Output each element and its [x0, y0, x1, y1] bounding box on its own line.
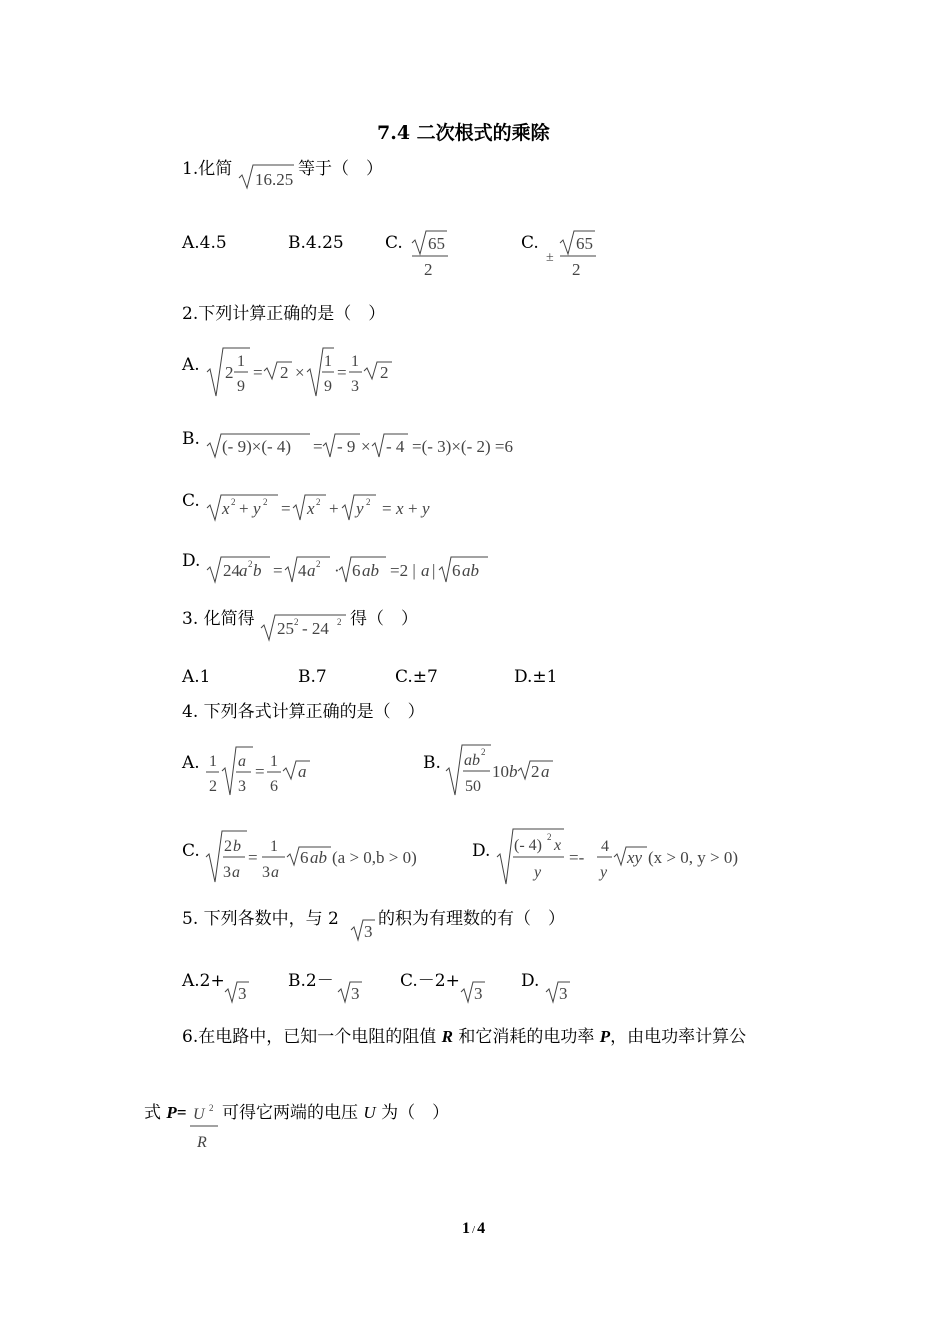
- svg-text:3: 3: [238, 984, 247, 1003]
- svg-text:1: 1: [270, 838, 278, 855]
- svg-text:2: 2: [316, 559, 321, 569]
- svg-text:2: 2: [263, 497, 268, 507]
- q2-option-a-expr: [206, 345, 406, 401]
- q4-prompt: 4. 下列各式计算正确的是（ ）: [182, 702, 425, 722]
- q3-prompt: 3. 化简得: [182, 609, 255, 629]
- q6-line-1: 6.在电路中，已知一个电阻的阻值 R 和它消耗的电功率 P，由电功率计算公: [182, 1027, 747, 1047]
- q5-option-d: D.: [521, 971, 540, 991]
- svg-text:9: 9: [237, 378, 245, 395]
- svg-text:2: 2: [209, 1103, 214, 1113]
- q6-line-2-prefix: 式 P=: [144, 1103, 187, 1123]
- svg-text:6: 6: [452, 561, 461, 580]
- q3-option-c: C.±7: [395, 667, 438, 687]
- page-title: 7.4 二次根式的乘除: [377, 122, 550, 144]
- q3-option-b: B.7: [298, 667, 327, 687]
- svg-text:+: +: [239, 499, 249, 518]
- q2-option-b-expr: [206, 432, 546, 464]
- svg-text:a: a: [238, 753, 246, 770]
- svg-text:2: 2: [225, 363, 234, 382]
- svg-text:=: =: [248, 848, 258, 867]
- svg-text:- 24: - 24: [302, 619, 329, 638]
- svg-text:4: 4: [601, 838, 609, 855]
- svg-text:65: 65: [576, 234, 593, 253]
- svg-text:1: 1: [351, 353, 359, 370]
- q3-sqrt: [260, 613, 360, 643]
- page-total: 4: [477, 1220, 486, 1237]
- q3-option-a: A.1: [182, 667, 211, 687]
- svg-text:b: b: [253, 561, 262, 580]
- q4-option-d-label: D.: [472, 841, 491, 861]
- q1-option-a: A.4.5: [182, 233, 227, 253]
- svg-text:b: b: [509, 762, 518, 781]
- svg-text:x: x: [307, 499, 315, 518]
- svg-text:2: 2: [366, 497, 371, 507]
- svg-text:2: 2: [316, 497, 321, 507]
- q1-option-c: C.: [385, 233, 403, 253]
- q2-option-b-label: B.: [182, 429, 200, 449]
- svg-text:ab: ab: [464, 752, 480, 769]
- q4-option-c-expr: [205, 828, 445, 888]
- svg-text:2: 2: [481, 747, 486, 757]
- q6-line-2-suffix: 可得它两端的电压 U 为（ ）: [222, 1103, 450, 1123]
- q2-option-d-label: D.: [182, 551, 201, 571]
- svg-text:a: a: [271, 864, 279, 881]
- svg-text:×: ×: [361, 437, 371, 456]
- svg-text:1: 1: [209, 753, 217, 770]
- svg-text:2: 2: [424, 260, 433, 279]
- q1-suffix: 等于（ ）: [298, 159, 383, 179]
- q2-option-c-expr: [206, 493, 456, 525]
- svg-text:×: ×: [295, 363, 305, 382]
- svg-text:=: =: [281, 499, 291, 518]
- svg-text:2: 2: [547, 832, 552, 842]
- svg-text:6: 6: [270, 778, 278, 795]
- svg-text:y: y: [600, 864, 608, 881]
- svg-text:3: 3: [351, 378, 359, 395]
- svg-text:(- 4): (- 4): [514, 837, 542, 854]
- svg-text:+: +: [329, 499, 339, 518]
- svg-text:b: b: [233, 838, 241, 855]
- q4-option-c-label: C.: [182, 841, 200, 861]
- svg-text:- 9: - 9: [337, 437, 356, 456]
- svg-text:4: 4: [298, 561, 307, 580]
- svg-text:6: 6: [300, 848, 309, 867]
- svg-text:3: 3: [364, 922, 373, 941]
- svg-text:y: y: [253, 499, 261, 518]
- page-current: 1: [462, 1220, 470, 1237]
- svg-text:3: 3: [262, 864, 270, 881]
- q3-option-d: D.±1: [514, 667, 558, 687]
- svg-text:(- 9)×(- 4): (- 9)×(- 4): [222, 437, 292, 456]
- q4-option-a-expr: [205, 744, 325, 800]
- svg-text:=: =: [313, 437, 323, 456]
- svg-text:(a > 0,b > 0): (a > 0,b > 0): [332, 848, 417, 867]
- q1-option-d: C.: [521, 233, 539, 253]
- svg-text:U: U: [193, 1106, 205, 1123]
- svg-text:3: 3: [351, 984, 360, 1003]
- svg-text:=: =: [382, 499, 392, 518]
- svg-text:(x > 0, y > 0): (x > 0, y > 0): [648, 848, 738, 867]
- q5-suffix: 的积为有理数的有（ ）: [378, 909, 565, 929]
- svg-text:±: ±: [546, 250, 554, 265]
- q2-option-c-label: C.: [182, 491, 200, 511]
- svg-text:2: 2: [531, 762, 540, 781]
- svg-text:2: 2: [380, 363, 389, 382]
- svg-text:x: x: [222, 499, 230, 518]
- q1-radicand: 16.25: [255, 170, 294, 189]
- svg-text:3: 3: [559, 984, 568, 1003]
- svg-text:=: =: [337, 363, 347, 382]
- svg-text:=-: =-: [569, 848, 585, 867]
- svg-text:ab: ab: [362, 561, 379, 580]
- q4-option-d-expr: [496, 826, 756, 888]
- q4-option-b-expr: [445, 742, 575, 800]
- q1-sqrt: [238, 162, 298, 192]
- q1-option-c-fraction: [410, 228, 460, 284]
- svg-text:1: 1: [324, 353, 332, 370]
- svg-text:- 4: - 4: [386, 437, 405, 456]
- svg-text:2: 2: [248, 559, 253, 569]
- q5-option-b: B.2－: [288, 971, 334, 991]
- svg-text:x: x: [396, 499, 404, 518]
- svg-text:6: 6: [352, 561, 361, 580]
- svg-text:a: a: [421, 561, 430, 580]
- svg-text:10: 10: [492, 762, 509, 781]
- q5-option-a: A.2+: [182, 971, 225, 991]
- svg-text:=: =: [255, 762, 265, 781]
- svg-text:2: 2: [280, 363, 289, 382]
- svg-text:25: 25: [277, 619, 294, 638]
- svg-text:=(- 3)×(- 2) =6: =(- 3)×(- 2) =6: [412, 437, 513, 456]
- q5-sqrt: [350, 918, 380, 944]
- svg-text:3: 3: [223, 864, 231, 881]
- q4-option-b-label: B.: [423, 753, 441, 773]
- svg-text:a: a: [239, 561, 248, 580]
- svg-text:50: 50: [465, 778, 481, 795]
- svg-text:+: +: [408, 499, 418, 518]
- svg-text:24: 24: [223, 561, 240, 580]
- svg-text:2: 2: [231, 497, 236, 507]
- q1-prompt: 1.化简: [182, 159, 233, 179]
- svg-text:y: y: [534, 864, 542, 881]
- svg-text:a: a: [307, 561, 316, 580]
- svg-text:a: a: [541, 762, 550, 781]
- q5-option-b-sqrt: [337, 980, 367, 1006]
- svg-text:x: x: [554, 837, 562, 854]
- q5-option-c-sqrt: [460, 980, 490, 1006]
- svg-text:2: 2: [572, 260, 581, 279]
- svg-text:1: 1: [237, 353, 245, 370]
- page-separator: /: [472, 1224, 476, 1236]
- q1-option-b: B.4.25: [288, 233, 344, 253]
- svg-text:1: 1: [270, 753, 278, 770]
- svg-text:a: a: [298, 762, 307, 781]
- svg-text:2: 2: [209, 778, 217, 795]
- svg-text:y: y: [422, 499, 430, 518]
- q2-option-a-label: A.: [182, 355, 200, 375]
- svg-text:3: 3: [474, 984, 483, 1003]
- svg-text:3: 3: [238, 778, 246, 795]
- q1-option-d-fraction: [546, 228, 606, 284]
- q5-option-d-sqrt: [545, 980, 575, 1006]
- svg-text:2: 2: [294, 617, 299, 627]
- svg-text:R: R: [197, 1134, 207, 1151]
- q3-suffix: 得（ ）: [350, 609, 418, 629]
- svg-text:9: 9: [324, 378, 332, 395]
- q4-option-a-label: A.: [182, 753, 200, 773]
- svg-text:2: 2: [224, 838, 232, 855]
- svg-text:ab: ab: [310, 848, 327, 867]
- q2-option-d-expr: [206, 555, 506, 587]
- svg-text:=2 |: =2 |: [390, 561, 416, 580]
- svg-text:·: ·: [334, 561, 340, 580]
- page-number: [462, 1220, 485, 1238]
- svg-text:=: =: [273, 561, 283, 580]
- q5-prompt: 5. 下列各数中，与 2: [182, 909, 339, 929]
- q6-formula-fraction: [190, 1100, 224, 1152]
- svg-text:y: y: [356, 499, 364, 518]
- svg-text:65: 65: [428, 234, 445, 253]
- q2-prompt: 2.下列计算正确的是（ ）: [182, 304, 386, 324]
- svg-text:xy: xy: [627, 848, 643, 867]
- svg-text:a: a: [232, 864, 240, 881]
- q5-option-c: C.－2+: [400, 971, 460, 991]
- svg-text:=: =: [253, 363, 263, 382]
- q5-option-a-sqrt: [224, 980, 254, 1006]
- svg-text:|: |: [432, 561, 436, 580]
- svg-text:2: 2: [337, 617, 342, 627]
- svg-text:ab: ab: [462, 561, 479, 580]
